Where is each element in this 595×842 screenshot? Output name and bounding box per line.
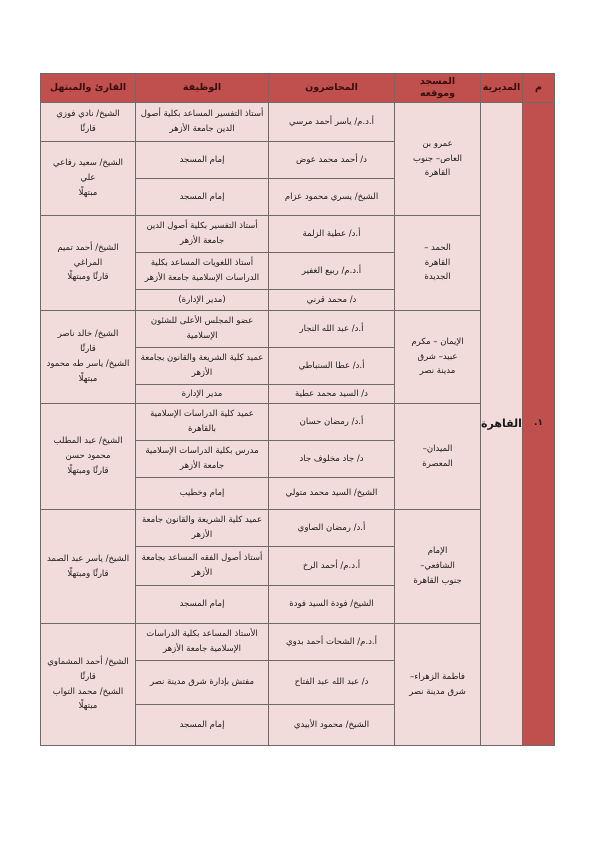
header-reciter: القارئ والمبتهل [40,73,136,103]
job-cell: عميد كلية الشريعة والقانون بجامعة الأزهر [135,347,269,385]
lecturer-cell: الشيخ/ محمود الأبيدي [268,704,395,746]
job-cell: مدرس بكلية الدراسات الإسلامية جامعة الأزهر [135,440,269,478]
lecturer-cell: د/ أحمد محمد عوض [268,141,395,179]
header-mosque: المسجد وموقعه [394,73,481,103]
lecturer-cell: أ.د/ رمضان الصاوي [268,509,395,547]
job-cell: أستاذ التفسير المساعد بكلية أصول الدين جامعة الأزهر [135,102,269,142]
lecturer-cell: الشيخ/ السيد محمد متولي [268,477,395,510]
job-cell: إمام المسجد [135,704,269,746]
job-cell: أستاذ اللغويات المساعد بكلية الدراسات الإسلامية جامعة الأزهر [135,252,269,290]
job-cell: أستاذ التفسير بكلية أصول الدين جامعة الأزهر [135,215,269,253]
reciter-cell: الشيخ/ عبد المطلب محمود حسن قارئًا ومبتهلًا [40,403,136,510]
lecturer-cell: أ.د.م/ ياسر أحمد مرسي [268,102,395,142]
reciter-cell: الشيخ/ أحمد المشماوي قارئًا الشيخ/ محمد التواب مبتهلًا [40,623,136,746]
mosque-cell: الحمد – القاهرة الجديدة [394,215,481,311]
lecturer-cell: أ.د.م/ الشحات أحمد بدوي [268,623,395,661]
mosque-cell: الإمام الشافعي– جنوب القاهرة [394,509,481,624]
reciter-cell: الشيخ/ سعيد رفاعي علي مبتهلًا [40,141,136,216]
lecturer-cell: أ.د/ عطية الزلمة [268,215,395,253]
header-lecturers: المحاضرون [268,73,395,103]
job-cell: (مدير الإدارة) [135,289,269,311]
lecturer-cell: أ.د/ رمضان حسان [268,403,395,441]
governorate-cell: القاهرة [480,102,523,746]
lecturer-cell: د/ جاد مخلوف جاد [268,440,395,478]
lecturer-cell: الشيخ/ فودة السيد فودة [268,585,395,624]
header-num: م [522,73,555,103]
lecturer-cell: د/ محمد قرني [268,289,395,311]
reciter-cell: الشيخ/ ياسر عبد الصمد قارئًا ومبتهلًا [40,509,136,624]
mosque-cell: فاطمة الزهراء– شرق مدينة نصر [394,623,481,746]
header-governorate: المديرية [480,73,523,103]
job-cell: عميد كلية الشريعة والقانون جامعة الأزهر [135,509,269,547]
job-cell: عميد كلية الدراسات الإسلامية بالقاهرة [135,403,269,441]
job-cell: الأستاذ المساعد بكلية الدراسات الإسلامية جامعة الأزهر [135,623,269,661]
row-number: ١. [522,102,555,746]
lecturer-cell: أ.د.م/ أحمد الرخ [268,546,395,586]
schedule-table [40,73,555,746]
lecturer-cell: أ.د.م/ ربيع الغفير [268,252,395,290]
job-cell: إمام المسجد [135,585,269,624]
mosque-cell: عمرو بن العاص– جنوب القاهرة [394,102,481,216]
reciter-cell: الشيخ/ خالد ناصر قارئًا الشيخ/ ياسر طه محمود مبتهلًا [40,310,136,404]
job-cell: إمام وخطيب [135,477,269,510]
job-cell: مدير الإدارة [135,384,269,404]
header-job: الوظيفة [135,73,269,103]
mosque-cell: الإيمان – مكرم عبيد– شرق مدينة نصر [394,310,481,404]
job-cell: إمام المسجد [135,178,269,216]
job-cell: أستاذ أصول الفقه المساعد بجامعة الأزهر [135,546,269,586]
lecturer-cell: د/ السيد محمد عطية [268,384,395,404]
job-cell: مفتش بإدارة شرق مدينة نصر [135,660,269,705]
lecturer-cell: الشيخ/ يسري محمود عزام [268,178,395,216]
reciter-cell: الشيخ/ أحمد تميم المراغي قارئًا ومبتهلًا [40,215,136,311]
job-cell: عضو المجلس الأعلى للشئون الإسلامية [135,310,269,348]
reciter-cell: الشيخ/ نادي فوزي قارئًا [40,102,136,142]
lecturer-cell: د/ عبد الله عبد الفتاح [268,660,395,705]
mosque-cell: الميدان– المعصرة [394,403,481,510]
lecturer-cell: أ.د/ عطا السنباطي [268,347,395,385]
job-cell: إمام المسجد [135,141,269,179]
lecturer-cell: أ.د/ عبد الله النجار [268,310,395,348]
